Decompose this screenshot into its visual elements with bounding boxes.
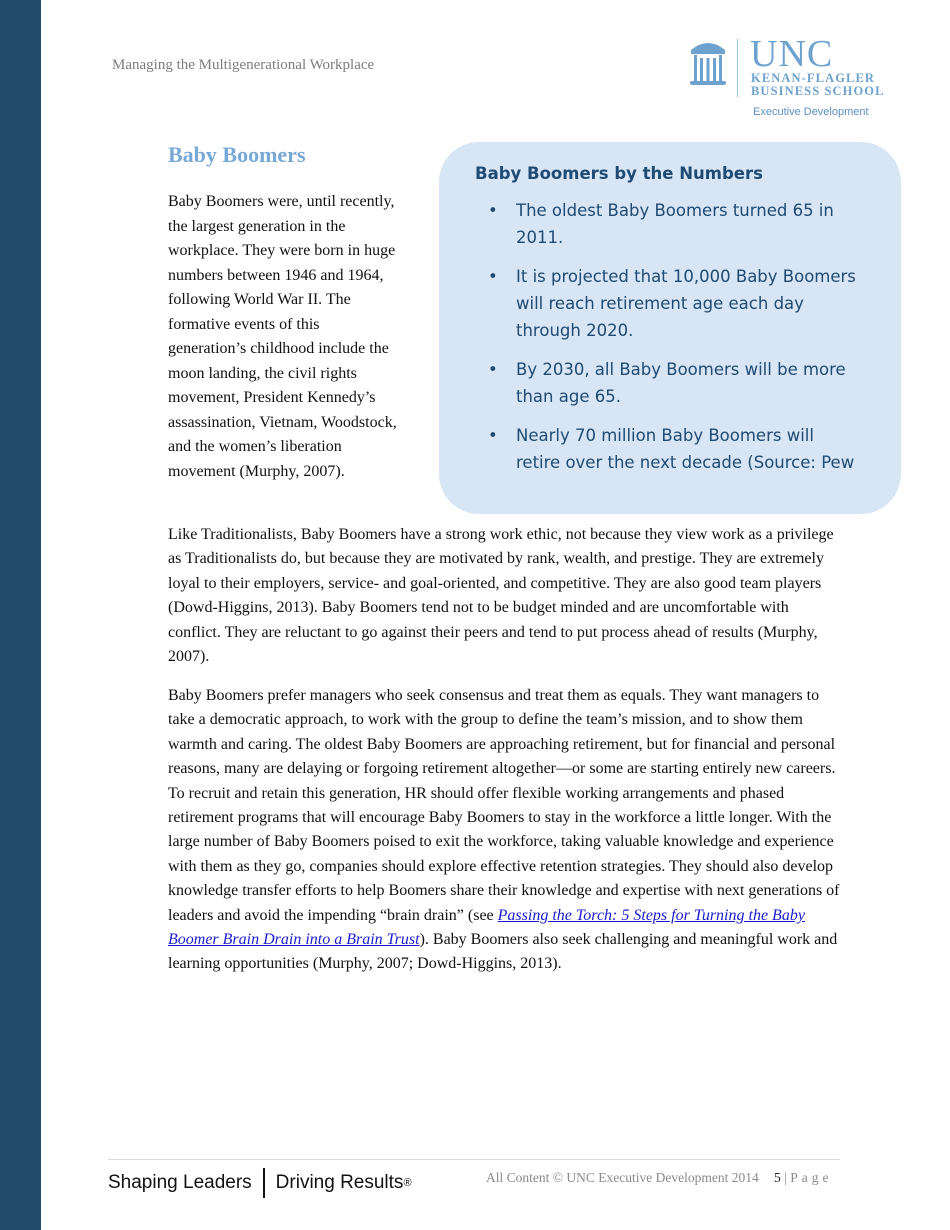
unc-logo — [688, 33, 888, 120]
page-separator: | — [784, 1170, 787, 1185]
tagline-right: Driving Results — [275, 1172, 404, 1193]
logo-school-line2: BUSINESS SCHOOL — [751, 84, 885, 98]
footer-brand-tagline — [108, 1168, 412, 1198]
bullet-icon: • — [488, 426, 498, 445]
intro-paragraph: Baby Boomers were, until recently, the largest generation in the workplace. They were born in huge numbers between 1946 and 1964, following World War II. The formative events of this generation’s childhood include the moon landing, the civil rights movement, President Kennedy’s assassination, Vietnam, Woodstock, and the women’s liberation movement (Murphy, 2007). — [168, 193, 397, 480]
logo-department: Executive Development — [753, 106, 869, 118]
footer-copyright: All Content © UNC Executive Development 2014 — [486, 1170, 759, 1185]
left-sidebar-band — [0, 0, 41, 1230]
page-word: Page — [790, 1170, 833, 1185]
tagline-separator — [263, 1168, 265, 1198]
logo-divider — [737, 39, 738, 97]
body-paragraph-2 — [168, 684, 840, 977]
footer-page-indicator — [774, 1170, 832, 1186]
old-well-icon — [688, 38, 728, 88]
callout-item-text: It is projected that 10,000 Baby Boomers will reach retirement age each day through 2020. — [516, 267, 856, 340]
running-header: Managing the Multigenerational Workplace — [112, 57, 375, 73]
callout-list — [475, 197, 859, 476]
passing-the-torch-link[interactable]: Passing the Torch: 5 Steps for Turning the Baby Boomer Brain Drain into a Brain Trust — [168, 906, 805, 949]
paragraph-2-text-after-link: ). Baby Boomers also seek challenging and meaningful work and learning opportunities (Murphy, 2007; Dowd-Higgins, 2013). — [168, 931, 838, 973]
page-number: 5 — [774, 1170, 781, 1185]
callout-item-text: By 2030, all Baby Boomers will be more than age 65. — [516, 360, 846, 406]
callout-item-text: The oldest Baby Boomers turned 65 in 2011. — [516, 201, 834, 247]
numbers-callout-box — [439, 142, 901, 514]
logo-wordmark: UNC — [750, 33, 834, 75]
bullet-icon: • — [488, 360, 498, 379]
callout-item-text: Nearly 70 million Baby Boomers will retire over the next decade (Source: Pew — [516, 426, 855, 472]
footer-divider — [108, 1159, 840, 1160]
section-heading: Baby Boomers — [168, 142, 306, 167]
callout-list-item — [475, 263, 859, 344]
registered-mark: ® — [403, 1177, 412, 1189]
bullet-icon: • — [488, 267, 498, 286]
body-paragraph-1: Like Traditionalists, Baby Boomers have a strong work ethic, not because they view work as a privilege as Traditionalists do, but because they are motivated by rank, wealth, and prestige. They are extremely loyal to their employers, service- and goal-oriented, and competitive. They are also good team players (Dowd-Higgins, 2013). Baby Boomers tend not to be budget minded and are uncomfortable with conflict. They are reluctant to go against their peers and tend to put process ahead of results (Murphy, 2007). — [168, 526, 834, 666]
logo-school-name — [751, 72, 885, 98]
callout-list-item — [475, 422, 859, 476]
callout-title: Baby Boomers by the Numbers — [475, 164, 763, 183]
logo-school-line1: KENAN-FLAGLER — [751, 71, 876, 85]
tagline-left: Shaping Leaders — [108, 1172, 252, 1193]
callout-list-item — [475, 197, 859, 251]
paragraph-2-text-before-link: Baby Boomers prefer managers who seek consensus and treat them as equals. They want managers to take a democratic approach, to work with the group to define the team’s mission, and to show them warmth and caring. The oldest Baby Boomers are approaching retirement, but for financial and personal reasons, many are delaying or forgoing retirement altogether—or some are starting entirely new careers. To recruit and retain this generation, HR should offer flexible working arrangements and phased retirement programs that will encourage Baby Boomers to stay in the workforce a little longer. With the large number of Baby Boomers poised to exit the workforce, taking valuable knowledge and experience with them as they go, companies should explore effective retention strategies. They should also develop knowledge transfer efforts to help Boomers share their knowledge and expertise with next generations of leaders and avoid the impending “brain drain” (see — [168, 687, 840, 924]
bullet-icon: • — [488, 201, 498, 220]
callout-list-item — [475, 356, 859, 410]
